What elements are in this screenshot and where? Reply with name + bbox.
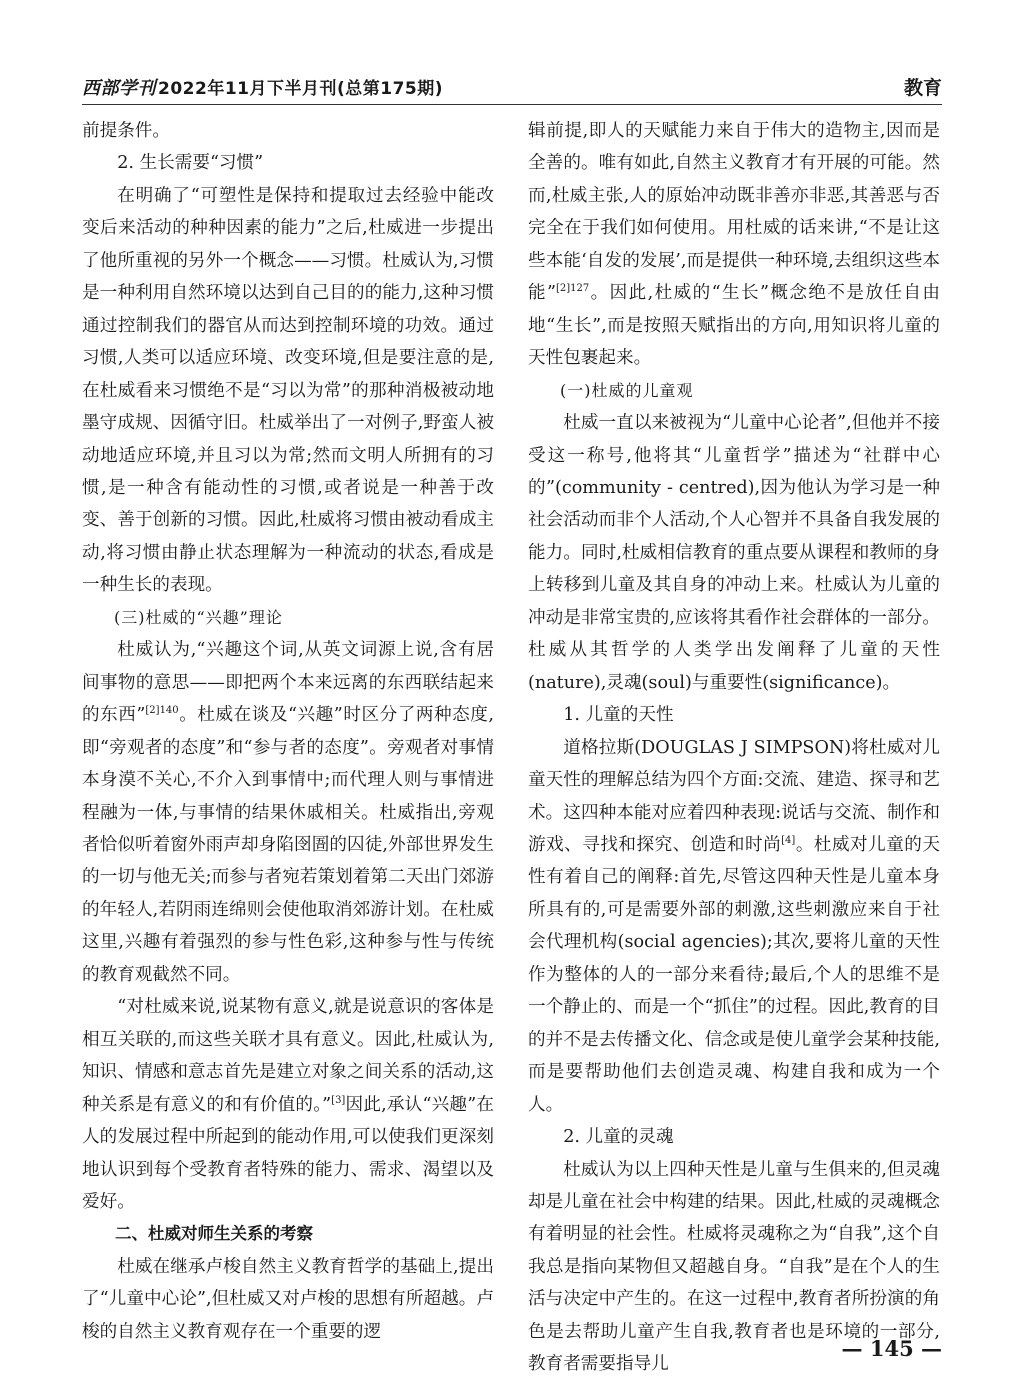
paragraph-text: 道格拉斯(DOUGLAS J SIMPSON)将杜威对儿童天性的理解总结为四个方面:交流、建造、探寻和艺术。这四种本能对应着四种表现:说话与交流、制作和游戏、寻找和探究、创造和时尚: [528, 737, 940, 855]
header-rule: [82, 104, 942, 105]
paragraph: 杜威认为以上四种天性是儿童与生俱来的,但灵魂却是儿童在社会中构建的结果。因此,杜威的灵魂概念有着明显的社会性。杜威将灵魂称之为“自我”,这个自我总是指向某物但又超越自身。“自我”是在个人的生活与决定中产生的。在这一过程中,教育者所扮演的角色是去帮助儿童产生自我,教育者也是环境的一部分,教育者需要指导儿: [528, 1159, 940, 1375]
paragraph-text: 因此,承认“兴趣”在人的发展过程中所起到的能动作用,可以使我们更深刻地认识到每个受教育者特殊的能力、需求、渴望以及爱好。: [82, 1094, 494, 1212]
section-heading: (一)杜威的儿童观: [560, 380, 694, 400]
subsection-heading: 1. 儿童的天性: [563, 705, 674, 726]
section-name: 教育: [903, 77, 942, 99]
section-heading: (三)杜威的“兴趣”理论: [114, 607, 283, 627]
paragraph-text: 。杜威对儿童的天性有着自己的阐释:首先,尽管这四种天性是儿童本身所具有的,可是需要外部的刺激,这些刺激应来自于社会代理机构(social agencies);其次,要将儿童的天性作为整体的人的一部分来看待;最后,个人的思维不是一个静止的、而是一个“抓住”的过程。因此,教育的目的并不是去传播文化、信念或是使儿童学会某种技能,而是要帮助他们去创造灵魂、构建自我和成为一个人。: [528, 834, 940, 1115]
subsection-heading: 2. 儿童的灵魂: [563, 1127, 674, 1148]
journal-title: 西部学刊: [82, 78, 156, 99]
running-header: [82, 70, 942, 100]
paragraph: 杜威在继承卢梭自然主义教育哲学的基础上,提出了“儿童中心论”,但杜威又对卢梭的思想有所超越。卢梭的自然主义教育观存在一个重要的逻: [82, 1256, 494, 1342]
paragraph: [82, 634, 494, 991]
journal-issue-line: [82, 74, 443, 100]
left-column: [82, 115, 494, 1342]
citation-ref: [4]: [781, 835, 796, 847]
paragraph: [82, 991, 494, 1218]
page-number: — 145 —: [841, 1336, 942, 1361]
paragraph: 前提条件。: [82, 121, 170, 141]
paragraph-text: 。杜威在谈及“兴趣”时区分了两种态度,即“旁观者的态度”和“参与者的态度”。旁观者对事情本身漠不关心,不介入到事情中;而代理人则与事情进程融为一体,与事情的结果休戚相关。杜威指出,旁观者恰似听着窗外雨声却身陷囹圄的囚徒,外部世界发生的一切与他无关;而参与者宛若策划着第二天出门郊游的年轻人,若阴雨连绵则会使他取消郊游计划。在杜威这里,兴趣有着强烈的参与性色彩,这种参与性与传统的教育观截然不同。: [82, 705, 494, 985]
paragraph: [528, 115, 940, 375]
paragraph-text: 辑前提,即人的天赋能力来自于伟大的造物主,因而是全善的。唯有如此,自然主义教育才有开展的可能。然而,杜威主张,人的原始冲动既非善亦非恶,其善恶与否完全在于我们如何使用。用杜威的话来讲,“不是让这些本能‘自发的发展’,而是提供一种环境,去组织这些本能”: [528, 121, 940, 304]
paragraph: [528, 732, 940, 1121]
paragraph: 在明确了“可塑性是保持和提取过去经验中能改变后来活动的种种因素的能力”之后,杜威进一步提出了他所重视的另外一个概念——习惯。杜威认为,习惯是一种利用自然环境以达到自己目的的能力,这种习惯通过控制我们的器官从而达到控制环境的功效。通过习惯,人类可以适应环境、改变环境,但是要注意的是,在杜威看来习惯绝不是“习以为常”的那种消极被动地墨守成规、因循守旧。杜威举出了一对例子,野蛮人被动地适应环境,并且习以为常;然而文明人所拥有的习惯,是一种含有能动性的习惯,或者说是一种善于改变、善于创新的习惯。因此,杜威将习惯由被动看成主动,将习惯由静止状态理解为一种流动的状态,看成是一种生长的表现。: [82, 185, 494, 596]
paragraph-text: “对杜威来说,说某物有意义,就是说意识的客体是相互关联的,而这些关联才具有意义。因此,杜威认为,知识、情感和意志首先是建立对象之间关系的活动,这种关系是有意义的和有价值的。”: [82, 997, 494, 1115]
paragraph: 杜威一直以来被视为“儿童中心论者”,但他并不接受这一称号,他将其“儿童哲学”描述为“社群中心的”(community - centred),因为他认为学习是一种社会活动而非个人活动,个人心智并不具备自我发展的能力。同时,杜威相信教育的重点要从课程和教师的身上转移到儿童及其自身的冲动上来。杜威认为儿童的冲动是非常宝贵的,应该将其看作社会群体的一部分。杜威从其哲学的人类学出发阐释了儿童的天性(nature),灵魂(soul)与重要性(significance)。: [528, 413, 940, 693]
section-heading-bold: 二、杜威对师生关系的考察: [115, 1224, 313, 1244]
citation-ref: [3]: [331, 1094, 346, 1106]
paragraph-text: 。因此,杜威的“生长”概念绝不是放任自由地“生长”,而是按照天赋指出的方向,用知识将儿童的天性包裹起来。: [528, 283, 940, 369]
subsection-heading: 2. 生长需要“习惯”: [117, 153, 264, 174]
citation-ref: [2]140: [145, 705, 179, 717]
paragraph-text: 杜威认为,“兴趣这个词,从英文词源上说,含有居间事物的意思——即把两个本来远离的东西联结起来的东西”: [82, 640, 494, 726]
issue-info: 2022年11月下半月刊(总第175期): [158, 79, 443, 99]
citation-ref: [2]127: [556, 283, 590, 295]
